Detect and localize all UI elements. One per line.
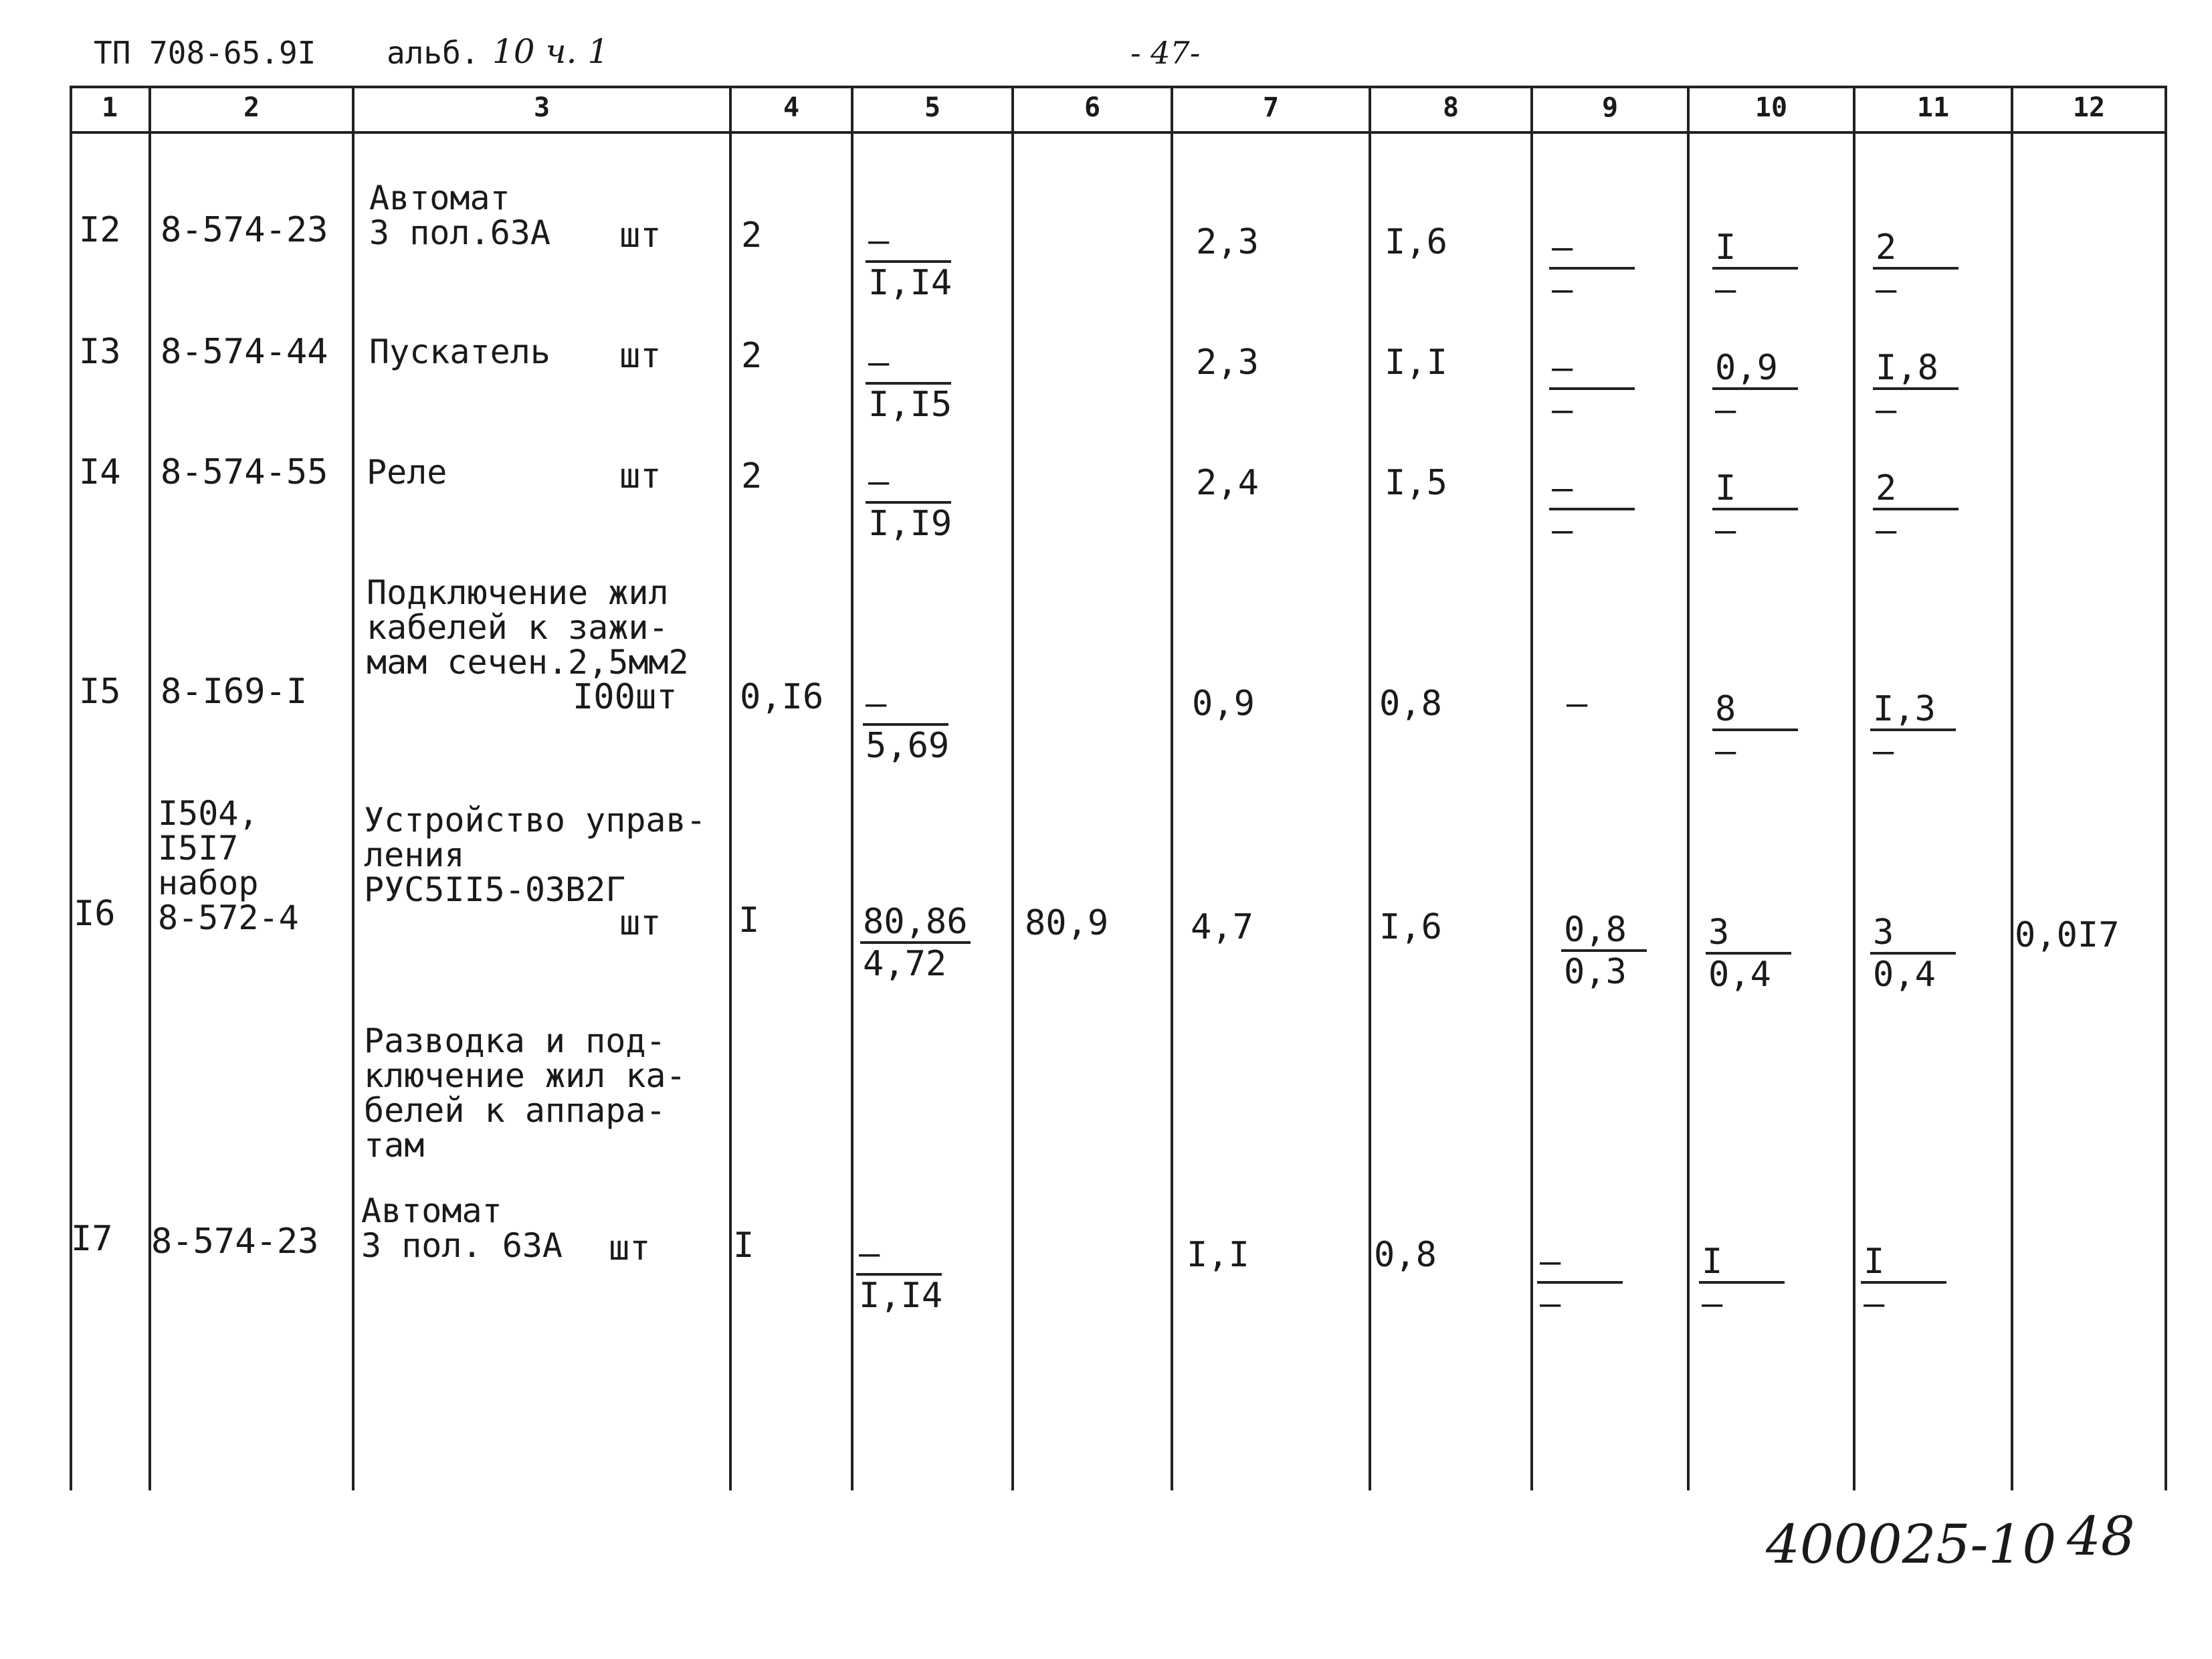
item-quantity: 2 [741, 456, 763, 496]
column-header: 2 [243, 92, 260, 123]
col11-bottom: – [1876, 390, 1897, 430]
column-divider [1171, 86, 1173, 1490]
row-number: I6 [74, 894, 116, 934]
item-unit: шт [609, 1228, 651, 1268]
column-header: 8 [1442, 92, 1460, 123]
col10-fraction [1699, 1242, 1793, 1324]
cost-fraction [856, 1234, 950, 1316]
column-header: 3 [533, 92, 550, 123]
column-header: 12 [2072, 92, 2106, 123]
column-header: 1 [101, 92, 118, 123]
col10-top: I [1699, 1244, 1785, 1284]
cost-fraction-bottom: I,I5 [868, 385, 952, 425]
cost-fraction-bottom: I,I4 [859, 1276, 943, 1316]
col9-bottom: – [1552, 510, 1573, 551]
cost-fraction-bottom: 4,72 [863, 944, 947, 984]
col9-fraction [1549, 468, 1643, 551]
col11-top: I,3 [1870, 691, 1956, 731]
cost-fraction-top: 80,86 [860, 904, 971, 944]
col11-bottom: – [1876, 270, 1897, 310]
column-header: 10 [1754, 92, 1788, 123]
document-code: ТП 708-65.9I [94, 35, 316, 71]
cost-fraction [860, 902, 994, 984]
col7-value: 2,4 [1196, 463, 1259, 503]
item-code: 8-574-55 [161, 452, 328, 492]
cost-fraction-top: – [866, 223, 951, 263]
column-divider [729, 86, 732, 1490]
col9-fraction [1561, 910, 1655, 992]
item-quantity: 0,I6 [740, 677, 824, 717]
item-name: Автомат 3 пол.63А [369, 179, 550, 252]
col10-top: 8 [1712, 691, 1798, 731]
cost-fraction-top: – [866, 345, 951, 385]
column-header: 4 [783, 92, 800, 123]
cost-fraction-top: – [856, 1236, 942, 1276]
col9-fraction [1549, 348, 1643, 430]
column-divider [352, 86, 355, 1490]
row-number: I3 [79, 332, 121, 372]
col9-value: – [1567, 684, 1588, 724]
col11-fraction [1870, 689, 1964, 769]
col11-bottom: – [1864, 1284, 1885, 1324]
column-divider [1011, 86, 1014, 1490]
col9-top: – [1549, 470, 1635, 510]
col10-bottom: – [1715, 510, 1736, 551]
item-unit: шт [619, 903, 662, 943]
row-number: I7 [71, 1219, 113, 1259]
col11-bottom: 0,4 [1873, 955, 1936, 995]
cost-fraction [866, 343, 959, 425]
column-divider [1687, 86, 1690, 1490]
item-quantity: 2 [741, 215, 763, 256]
item-unit: шт [619, 336, 662, 376]
col7-value: I,I [1187, 1235, 1249, 1275]
col8-value: 0,8 [1379, 684, 1442, 724]
col8-value: I,6 [1385, 222, 1447, 262]
col9-bottom: – [1552, 390, 1573, 430]
col9-fraction [1549, 227, 1643, 310]
col11-top: 2 [1873, 229, 1958, 270]
col7-value: 4,7 [1191, 907, 1253, 947]
column-divider [1853, 86, 1855, 1490]
col7-value: 2,3 [1196, 343, 1259, 383]
column-divider [851, 86, 853, 1490]
cost-fraction-bottom: I,I9 [868, 504, 952, 544]
col11-top: I [1861, 1244, 1946, 1284]
column-divider [148, 86, 151, 1490]
archive-number: 400025-10 [1766, 1513, 2057, 1575]
row-number: I2 [79, 210, 121, 250]
col8-value: I,I [1385, 343, 1447, 383]
col9-top: 0,8 [1561, 912, 1647, 952]
item-code: I504, I5I7 набор 8-572-4 [158, 794, 299, 937]
col7-value: 0,9 [1192, 684, 1255, 724]
col10-bottom: – [1702, 1284, 1723, 1324]
col11-top: 3 [1870, 914, 1956, 955]
column-divider [70, 86, 72, 1490]
cost-fraction [866, 221, 959, 303]
cost-fraction [866, 462, 959, 544]
album-label: альб. [387, 35, 480, 71]
col9-top: – [1549, 229, 1635, 270]
col11-top: I,8 [1873, 350, 1958, 390]
item-name: Автомат 3 пол. 63А [361, 1191, 563, 1265]
col11-fraction [1873, 468, 1967, 551]
item-quantity: 2 [741, 336, 763, 376]
cost-fraction-top: – [866, 464, 951, 504]
cost-fraction [863, 684, 957, 766]
col10-top: 0,9 [1712, 350, 1798, 390]
col8-value: I,5 [1385, 463, 1447, 503]
col10-fraction [1712, 689, 1806, 769]
col10-fraction [1712, 348, 1806, 430]
col10-bottom: – [1715, 731, 1736, 771]
col9-bottom: – [1552, 270, 1573, 310]
col6-value: 80,9 [1025, 903, 1109, 943]
cost-fraction-top: – [863, 686, 948, 726]
page-number: - 47- [1130, 35, 1201, 71]
col9-top: – [1549, 350, 1635, 390]
sheet-number: 48 [2067, 1505, 2135, 1567]
col10-top: 3 [1706, 914, 1791, 955]
col11-fraction [1873, 227, 1967, 310]
item-quantity: I [738, 900, 760, 941]
col9-fraction [1537, 1242, 1631, 1324]
column-header: 9 [1601, 92, 1619, 123]
col11-fraction [1861, 1242, 1954, 1324]
col10-top: I [1712, 229, 1798, 270]
item-name: Устройство управ- ления РУС5II5-03В2Г [364, 801, 706, 909]
row-number: I4 [79, 452, 121, 492]
col11-top: 2 [1873, 470, 1958, 510]
col11-fraction [1870, 912, 1964, 995]
col7-value: 2,3 [1196, 222, 1259, 262]
col11-fraction [1873, 348, 1967, 430]
col9-top: – [1537, 1244, 1623, 1284]
column-divider [2011, 86, 2013, 1490]
col10-bottom: – [1715, 390, 1736, 430]
item-code: 8-574-23 [161, 210, 328, 250]
item-name: Подключение жил кабелей к зажи- мам сечен.2,5мм2 [367, 573, 689, 682]
col9-bottom: – [1540, 1284, 1561, 1324]
item-code: 8-I69-I [161, 672, 308, 712]
col8-value: I,6 [1379, 907, 1442, 947]
column-divider [1369, 86, 1371, 1490]
col10-fraction [1712, 468, 1806, 551]
column-header: 6 [1084, 92, 1101, 123]
item-unit: шт [619, 456, 662, 496]
item-unit: I00шт [573, 677, 678, 717]
col10-top: I [1712, 470, 1798, 510]
item-name: Пускатель [369, 332, 550, 371]
col12-value: 0,0I7 [2015, 915, 2120, 955]
column-header: 7 [1262, 92, 1280, 123]
col11-bottom: – [1876, 510, 1897, 551]
col9-bottom: 0,3 [1564, 952, 1627, 992]
row-number: I5 [79, 672, 121, 712]
item-name: Реле [367, 453, 447, 492]
column-divider [1530, 86, 1533, 1490]
col10-fraction [1706, 912, 1799, 995]
column-header: 11 [1916, 92, 1950, 123]
item-quantity: I [733, 1226, 755, 1266]
item-code: 8-574-44 [161, 332, 328, 372]
column-header: 5 [924, 92, 941, 123]
column-divider [2165, 86, 2167, 1490]
col10-bottom: – [1715, 270, 1736, 310]
cost-fraction-bottom: I,I4 [868, 263, 952, 303]
section-heading: Разводка и под- ключение жил ка- белей к аппара- там [364, 1021, 686, 1165]
album-handwritten-number: 10 ч. 1 [492, 32, 609, 71]
item-code: 8-574-23 [151, 1222, 319, 1262]
col10-bottom: 0,4 [1708, 955, 1771, 995]
col11-bottom: – [1873, 731, 1894, 771]
cost-fraction-bottom: 5,69 [866, 726, 950, 766]
col8-value: 0,8 [1374, 1235, 1437, 1275]
item-unit: шт [619, 215, 662, 256]
col10-fraction [1712, 227, 1806, 310]
